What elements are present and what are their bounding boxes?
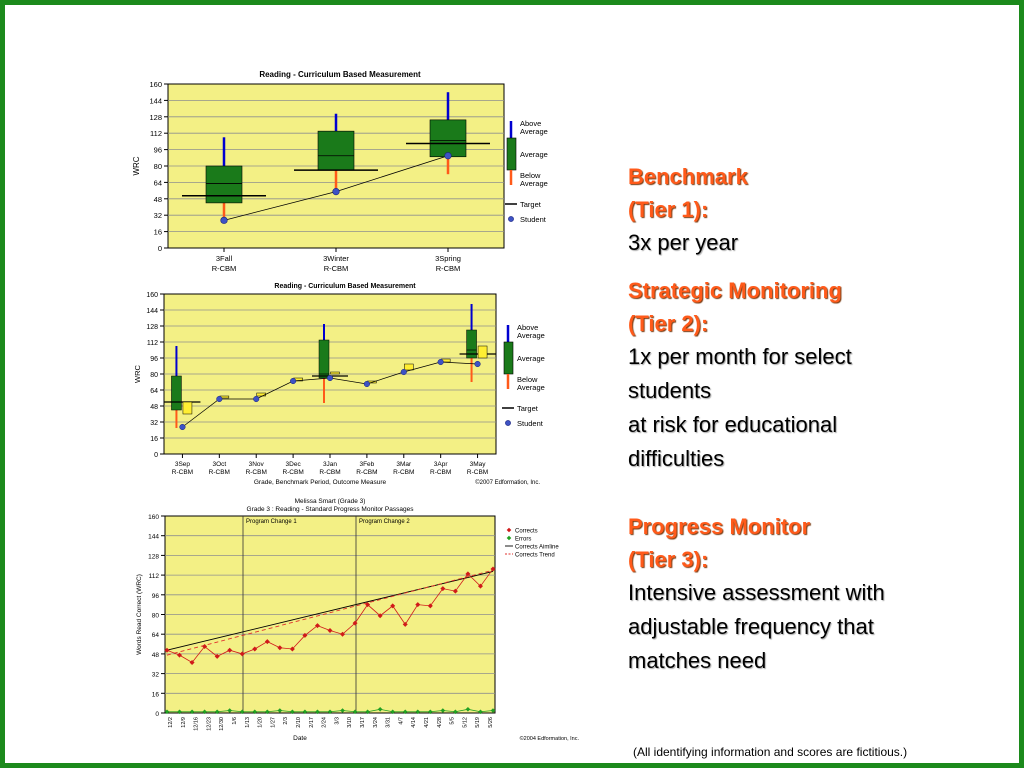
legend-corrects-text: Corrects xyxy=(515,528,538,535)
legend-average-swatch xyxy=(507,138,516,170)
student-point xyxy=(445,152,452,159)
y-tick-label: 96 xyxy=(151,592,159,600)
tier1-label: (Tier 1): xyxy=(628,197,709,222)
x-tick-label: 2/24 xyxy=(321,717,328,728)
c1-svg xyxy=(131,65,557,277)
student-point xyxy=(401,369,407,375)
x-tick-label: 5/5 xyxy=(449,717,456,725)
x-tick-label-measure: R-CBM xyxy=(282,469,304,476)
y-tick-label: 64 xyxy=(150,388,158,395)
average-box xyxy=(319,340,329,378)
copyright: ©2004 Edformation, Inc. xyxy=(519,736,579,742)
benchmark-chart xyxy=(131,65,557,277)
y-axis-label: Words Read Correct (WRC) xyxy=(136,574,143,655)
fictitious-note: (All identifying information and scores are fictitious.) xyxy=(633,745,908,759)
tier1-heading: Benchmark xyxy=(628,164,748,189)
tier2-body-line4: difficulties xyxy=(628,446,725,471)
legend-average-swatch xyxy=(504,342,513,374)
y-tick-label: 144 xyxy=(148,533,159,541)
x-tick-label-measure: R-CBM xyxy=(435,264,461,273)
x-axis-label: Grade, Benchmark Period, Outcome Measure xyxy=(253,479,387,486)
x-tick-label-measure: R-CBM xyxy=(430,469,452,476)
y-tick-label: 16 xyxy=(151,691,159,699)
x-tick-label: 5/19 xyxy=(475,717,482,728)
x-tick-label: 3Feb xyxy=(359,461,375,468)
y-tick-label: 64 xyxy=(151,632,159,640)
x-tick-label: 2/10 xyxy=(296,717,302,728)
y-tick-label: 0 xyxy=(154,452,158,459)
x-tick-label: 3Oct xyxy=(212,461,227,468)
x-tick-label: 3/3 xyxy=(334,717,341,725)
legend-errors-text: Errors xyxy=(515,536,532,543)
y-axis-label: WRC xyxy=(133,365,142,383)
x-tick-label: 3Fall xyxy=(215,254,233,263)
tier3-heading: Progress Monitor xyxy=(628,514,811,539)
y-tick-label: 160 xyxy=(146,292,158,299)
tier2-body-line3: at risk for educational xyxy=(628,412,838,437)
average-box xyxy=(206,166,242,203)
x-tick-label: 12/23 xyxy=(206,717,213,731)
average-box xyxy=(430,120,466,157)
tier2-body-line2: students xyxy=(628,378,712,403)
x-tick-label: 5/26 xyxy=(488,717,494,728)
x-tick-label: 1/27 xyxy=(270,717,277,728)
student-point xyxy=(327,375,333,381)
legend-below-text: Below xyxy=(517,375,538,384)
y-tick-label: 128 xyxy=(148,553,159,561)
x-tick-label-measure: R-CBM xyxy=(356,469,378,476)
student-point xyxy=(333,188,340,195)
legend-average-text: Average xyxy=(517,354,545,363)
x-tick-label-measure: R-CBM xyxy=(245,469,267,476)
legend-corrects-marker xyxy=(507,528,512,533)
x-tick-label-measure: R-CBM xyxy=(466,469,489,476)
strategic-monitoring-chart xyxy=(131,280,554,490)
legend-below-text: Below xyxy=(520,171,541,180)
x-tick-label-measure: R-CBM xyxy=(393,469,415,476)
x-tick-label: 12/9 xyxy=(180,717,187,728)
chart-subtitle: Grade 3 : Reading - Standard Progress Monitor Passages xyxy=(246,506,414,513)
average-box xyxy=(171,376,181,410)
x-tick-label: 12/30 xyxy=(219,717,226,731)
tier3-body-line2: adjustable frequency that xyxy=(628,614,874,639)
legend-below-text-2: Average xyxy=(517,383,545,392)
y-tick-label: 112 xyxy=(150,129,162,139)
x-axis-label: Date xyxy=(293,735,307,742)
x-tick-label-measure: R-CBM xyxy=(323,264,349,273)
x-tick-label-measure: R-CBM xyxy=(319,469,341,476)
tier2-heading: Strategic Monitoring xyxy=(628,278,842,303)
legend-student-text: Student xyxy=(520,215,546,224)
average-box xyxy=(318,131,354,170)
legend-below-text-2: Average xyxy=(520,179,548,188)
y-tick-label: 144 xyxy=(149,96,162,106)
student-group-box xyxy=(404,364,413,370)
legend-student-text: Student xyxy=(517,419,543,428)
chart-title: Melissa Smart (Grade 3) xyxy=(294,498,366,505)
student-point xyxy=(221,217,228,224)
y-tick-label: 32 xyxy=(153,211,162,221)
student-point xyxy=(475,361,481,367)
y-tick-label: 32 xyxy=(150,420,158,427)
x-tick-label: 3Spring xyxy=(435,254,461,263)
legend-above-text-2: Average xyxy=(520,127,548,136)
y-tick-label: 48 xyxy=(151,651,159,659)
y-tick-label: 32 xyxy=(151,671,159,679)
student-point xyxy=(253,396,259,402)
x-tick-label: 4/14 xyxy=(411,717,418,728)
y-tick-label: 0 xyxy=(155,711,159,718)
student-point xyxy=(180,424,186,430)
x-tick-label: 12/16 xyxy=(193,717,200,731)
y-tick-label: 128 xyxy=(146,324,158,331)
student-point xyxy=(364,381,370,387)
y-tick-label: 16 xyxy=(150,436,158,443)
x-tick-label: 3May xyxy=(469,461,486,468)
tier3-body-line3: matches need xyxy=(628,648,767,673)
chart-title: Reading - Curriculum Based Measurement xyxy=(274,283,416,290)
program-change-label: Program Change 1 xyxy=(246,519,297,525)
x-tick-label: 3/10 xyxy=(347,717,354,728)
y-tick-label: 48 xyxy=(150,404,158,411)
x-tick-label: 4/7 xyxy=(398,717,405,725)
x-tick-label: 2/17 xyxy=(308,717,315,728)
legend-student-marker xyxy=(508,216,513,221)
y-tick-label: 144 xyxy=(146,308,158,315)
x-tick-label: 3Mar xyxy=(396,461,412,468)
x-tick-label: 4/28 xyxy=(436,717,443,728)
x-tick-label: 3Dec xyxy=(285,461,301,468)
student-point xyxy=(438,359,444,365)
legend-above-text: Above xyxy=(520,119,542,128)
legend-average-text: Average xyxy=(520,150,548,159)
x-tick-label-measure: R-CBM xyxy=(171,469,194,476)
student-group-box xyxy=(478,346,487,358)
program-change-label: Program Change 2 xyxy=(359,519,410,525)
tier1-body: 3x per year xyxy=(628,230,739,255)
x-tick-label: 4/21 xyxy=(424,717,430,728)
y-tick-label: 112 xyxy=(146,340,158,347)
y-tick-label: 16 xyxy=(153,227,162,237)
y-tick-label: 160 xyxy=(148,514,159,521)
y-tick-label: 128 xyxy=(149,112,162,122)
student-group-box xyxy=(183,402,192,414)
student-group-box xyxy=(257,393,266,396)
x-tick-label: 3Nov xyxy=(248,461,264,468)
y-axis-label: WRC xyxy=(132,156,141,176)
student-point xyxy=(217,396,223,402)
chart-title: Reading - Curriculum Based Measurement xyxy=(259,70,421,79)
tier2-label: (Tier 2): xyxy=(628,311,709,336)
y-tick-label: 64 xyxy=(153,178,162,188)
y-tick-label: 0 xyxy=(157,244,162,253)
legend-above-text: Above xyxy=(517,323,539,332)
tier-descriptions xyxy=(628,160,1008,678)
copyright: ©2007 Edformation, Inc. xyxy=(475,480,540,486)
x-tick-label: 1/13 xyxy=(244,717,251,728)
x-tick-label: 3Apr xyxy=(433,461,448,468)
x-tick-label: 12/2 xyxy=(168,717,174,728)
legend-target-text: Target xyxy=(517,404,538,413)
legend-above-text-2: Average xyxy=(517,331,545,340)
progress-monitor-chart xyxy=(135,495,579,745)
x-tick-label: 3Sep xyxy=(174,461,191,468)
student-group-box xyxy=(331,372,340,374)
y-tick-label: 160 xyxy=(149,80,162,89)
y-tick-label: 112 xyxy=(148,573,159,581)
x-tick-label: 3/17 xyxy=(360,717,366,728)
x-tick-label: 1/20 xyxy=(257,717,264,728)
legend-student-marker xyxy=(505,420,510,425)
legend-errors-marker xyxy=(507,536,512,541)
x-tick-label: 3/31 xyxy=(385,717,392,728)
y-tick-label: 80 xyxy=(153,162,162,171)
y-tick-label: 96 xyxy=(153,145,162,155)
y-tick-label: 48 xyxy=(153,194,162,204)
x-tick-label: 3/24 xyxy=(372,717,379,728)
student-point xyxy=(290,378,296,384)
y-tick-label: 96 xyxy=(150,356,158,363)
legend-target-text: Target xyxy=(520,200,541,209)
c3-svg xyxy=(135,495,579,745)
legend-trend-text: Corrects Trend xyxy=(515,552,555,559)
tier3-label: (Tier 3): xyxy=(628,547,709,572)
c2-svg xyxy=(131,280,554,490)
x-tick-label: 2/3 xyxy=(283,717,290,725)
y-tick-label: 80 xyxy=(150,372,158,379)
x-tick-label: 1/6 xyxy=(232,717,238,725)
x-tick-label-measure: R-CBM xyxy=(211,264,237,273)
y-tick-label: 80 xyxy=(151,612,159,620)
x-tick-label: 3Jan xyxy=(322,461,338,468)
x-tick-label-measure: R-CBM xyxy=(208,469,230,476)
tier3-body-line1: Intensive assessment with xyxy=(628,580,885,605)
x-tick-label: 5/12 xyxy=(462,717,469,728)
legend-aimline-text: Corrects Aimline xyxy=(515,544,559,551)
tier2-body-line1: 1x per month for select xyxy=(628,344,852,369)
x-tick-label: 3Winter xyxy=(323,254,349,263)
